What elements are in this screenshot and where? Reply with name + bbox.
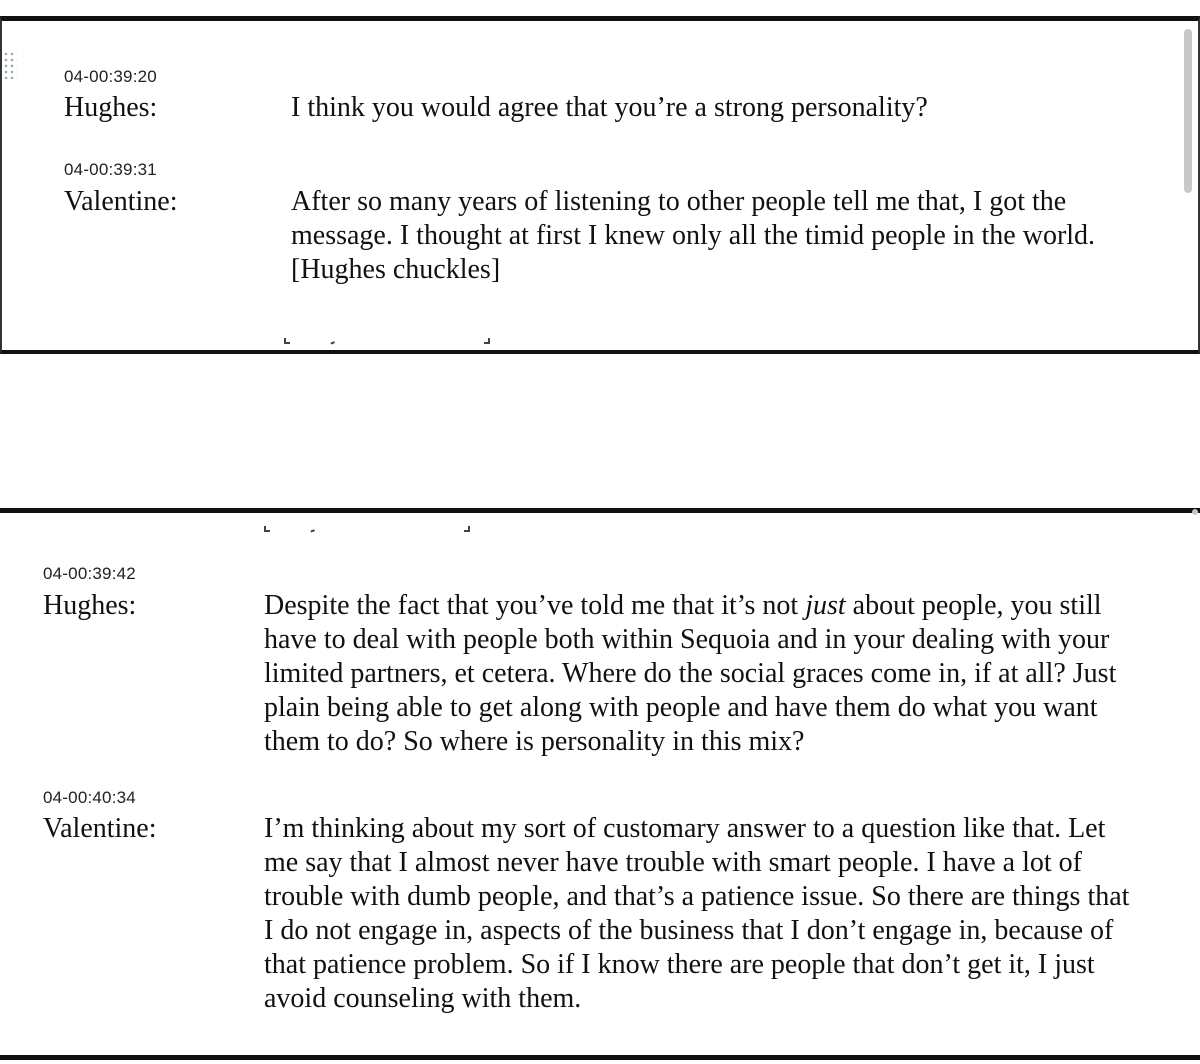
timestamp: 04-00:39:31 xyxy=(64,160,157,179)
utterance-text xyxy=(291,185,1095,287)
utterance-line: After so many years of listening to other people tell me that, I got the xyxy=(291,186,1067,217)
utterance-line: me say that I almost never have trouble with smart people. I have a lot of xyxy=(264,847,1082,878)
timestamp: 04-00:39:42 xyxy=(43,564,136,583)
utterance-line: Despite the fact that you’ve told me that it’s not just about people, you still xyxy=(264,590,1102,621)
utterance-text: I think you would agree that you’re a strong personality? xyxy=(291,92,928,123)
utterance-line: avoid counseling with them. xyxy=(264,983,582,1014)
emphasized-word: just xyxy=(805,590,846,621)
timestamp: 04-00:40:34 xyxy=(43,788,136,807)
cut-off-text-fragment xyxy=(264,521,514,537)
speaker-label: Valentine: xyxy=(43,813,157,844)
utterance-line: plain being able to get along with people and have them do what you want xyxy=(264,692,1098,723)
cut-off-text-fragment xyxy=(284,333,534,349)
utterance-line: have to deal with people both within Sequoia and in your dealing with your xyxy=(264,624,1110,655)
utterance-line: I do not engage in, aspects of the business that I don’t engage in, because of xyxy=(264,915,1114,946)
speaker-label: Hughes: xyxy=(64,92,158,123)
vertical-scrollbar[interactable] xyxy=(1184,29,1192,193)
utterance-text xyxy=(264,812,1129,1016)
utterance-line: message. I thought at first I knew only all the timid people in the world. xyxy=(291,220,1096,251)
speaker-label: Valentine: xyxy=(64,186,178,217)
utterance-line: limited partners, et cetera. Where do the social graces come in, if at all? Just xyxy=(264,658,1117,689)
utterance-text xyxy=(264,589,1116,759)
speaker-label: Hughes: xyxy=(43,590,137,621)
utterance-line: I’m thinking about my sort of customary answer to a question like that. Let xyxy=(264,813,1106,844)
utterance-line: that patience problem. So if I know there are people that don’t get it, I just xyxy=(264,949,1095,980)
upper-transcript-panel xyxy=(0,16,1200,354)
scrollbar-thumb[interactable] xyxy=(1192,509,1198,515)
utterance-line: them to do? So where is personality in this mix? xyxy=(264,726,805,757)
utterance-line: trouble with dumb people, and that’s a patience issue. So there are things that xyxy=(264,881,1130,912)
timestamp: 04-00:39:20 xyxy=(64,67,157,86)
drag-handle-icon[interactable] xyxy=(3,51,17,79)
lower-transcript-panel xyxy=(0,508,1200,1060)
utterance-line: [Hughes chuckles] xyxy=(291,254,501,285)
